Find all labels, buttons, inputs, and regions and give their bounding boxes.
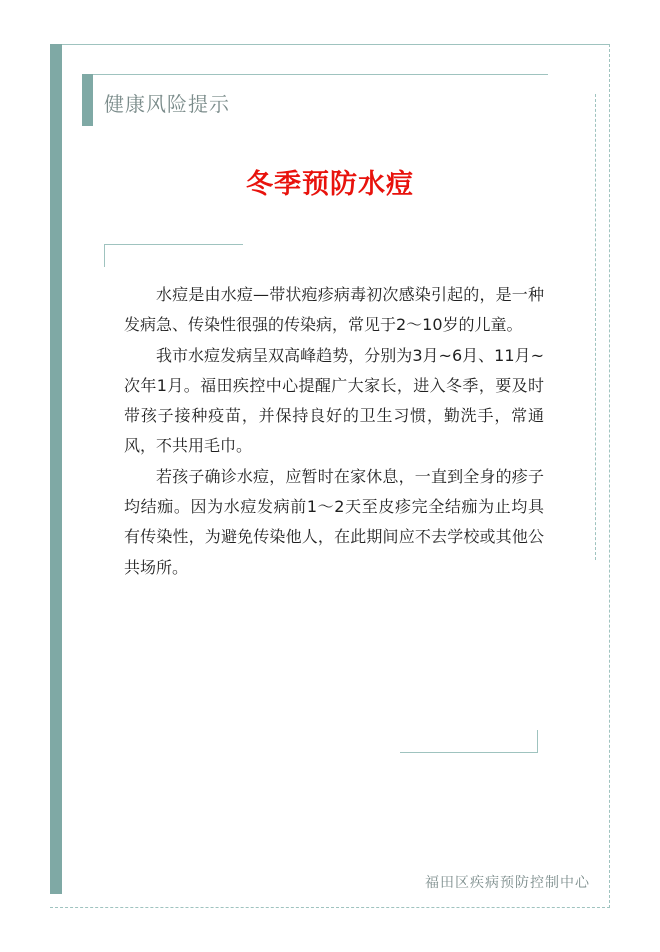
corner-bracket-bottom-right — [400, 730, 538, 753]
article-title: 冬季预防水痘 — [246, 169, 414, 200]
header-accent-block — [82, 74, 93, 126]
frame-bottom-dashed-line — [50, 907, 610, 908]
article-body — [124, 280, 544, 583]
article-paragraph: 若孩子确诊水痘，应暂时在家休息，一直到全身的疹子均结痂。因为水痘发病前1～2天至皮疹完全结痂为止均具有传染性，为避免传染他人，在此期间应不去学校或其他公共场所。 — [124, 466, 544, 577]
corner-bracket-top-left — [104, 244, 243, 267]
footer-organization: 福田区疾病预防控制中心 — [425, 875, 590, 891]
header-title: 健康风险提示 — [104, 92, 230, 116]
article-paragraph: 水痘是由水痘—带状疱疹病毒初次感染引起的，是一种发病急、传染性很强的传染病，常见于2～10岁的儿童。 — [124, 285, 544, 335]
article-paragraph: 我市水痘发病呈双高峰趋势，分别为3月~6月、11月~次年1月。福田疾控中心提醒广大家长，进入冬季，要及时带孩子接种疫苗，并保持良好的卫生习惯，勤洗手，常通风，不共用毛巾。 — [124, 345, 544, 456]
header-divider — [82, 74, 548, 75]
frame-top-line — [50, 44, 610, 45]
